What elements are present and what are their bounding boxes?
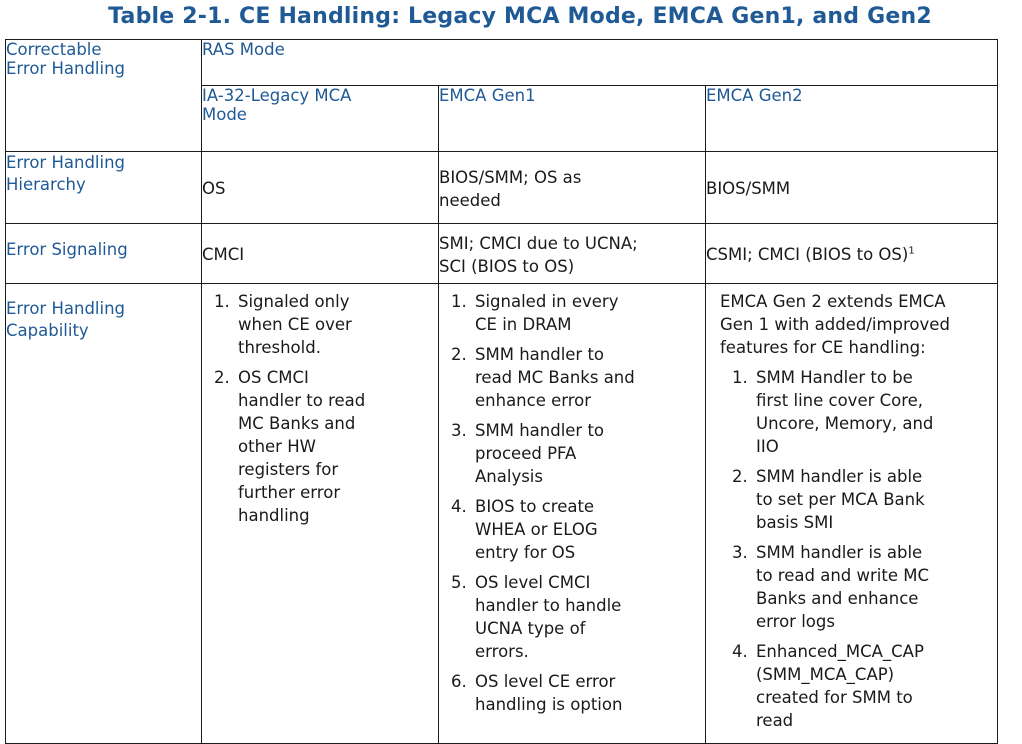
list-item-line: handler to read <box>238 391 366 410</box>
list-item-line: Signaled in every <box>475 292 619 311</box>
list-item-line: enhance error <box>475 391 592 410</box>
capability-gen1-list <box>439 290 705 716</box>
list-item-line: OS level CE error <box>475 672 616 691</box>
list-item-line: error logs <box>756 612 835 631</box>
list-item-line: registers for <box>238 460 339 479</box>
list-item-line: Uncore, Memory, and <box>756 414 934 433</box>
hierarchy-gen2: BIOS/SMM <box>706 152 998 224</box>
capability-gen2-intro <box>720 290 997 359</box>
list-item <box>720 640 997 732</box>
list-item <box>439 670 705 716</box>
signaling-gen2 <box>706 224 998 284</box>
list-item <box>720 366 997 458</box>
hierarchy-gen1-line2: needed <box>439 191 501 210</box>
list-item-line: handler to handle <box>475 596 622 615</box>
header-col-legacy-line2: Mode <box>202 105 247 124</box>
list-item-line: read MC Banks and <box>475 368 635 387</box>
intro-line: EMCA Gen 2 extends EMCA <box>720 292 946 311</box>
list-item-line: (SMM_MCA_CAP) <box>756 665 895 684</box>
list-item-line: threshold. <box>238 338 321 357</box>
signaling-gen1-line1: SMI; CMCI due to UCNA; <box>439 234 638 253</box>
list-item-number: 5. <box>451 573 467 592</box>
header-corner <box>6 40 202 152</box>
list-item-number: 2. <box>732 467 748 486</box>
hierarchy-legacy: OS <box>202 152 439 224</box>
list-item-line: WHEA or ELOG <box>475 520 598 539</box>
row-capability-label <box>6 284 202 744</box>
list-item-line: handling <box>238 506 310 525</box>
list-item-line: created for SMM to <box>756 688 913 707</box>
list-item-line: Banks and enhance <box>756 589 919 608</box>
list-item-line: further error <box>238 483 341 502</box>
list-item-line: read <box>756 711 794 730</box>
list-item-line: to set per MCA Bank <box>756 490 925 509</box>
list-item-line: proceed PFA <box>475 444 577 463</box>
list-item-line: OS CMCI <box>238 368 309 387</box>
list-item-number: 3. <box>732 543 748 562</box>
list-item-line: to read and write MC <box>756 566 929 585</box>
hierarchy-gen1-line1: BIOS/SMM; OS as <box>439 168 582 187</box>
header-col-gen2: EMCA Gen2 <box>706 86 998 152</box>
list-item-line: SMM handler to <box>475 345 605 364</box>
list-item-line: Analysis <box>475 467 543 486</box>
list-item-line: first line cover Core, <box>756 391 924 410</box>
list-item-number: 4. <box>732 642 748 661</box>
list-item-number: 2. <box>451 345 467 364</box>
list-item-number: 1. <box>214 292 230 311</box>
list-item-number: 3. <box>451 421 467 440</box>
list-item-line: SMM handler to <box>475 421 605 440</box>
row-hierarchy <box>6 152 998 224</box>
capability-legacy <box>202 284 439 744</box>
list-item-line: errors. <box>475 642 529 661</box>
list-item-line: SMM handler is able <box>756 467 923 486</box>
header-row-ras <box>6 40 998 86</box>
list-item-line: IIO <box>756 437 779 456</box>
row-hierarchy-label-line2: Hierarchy <box>6 175 86 194</box>
list-item <box>439 419 705 488</box>
row-hierarchy-label-line1: Error Handling <box>6 153 126 172</box>
list-item-number: 2. <box>214 368 230 387</box>
row-signaling-label: Error Signaling <box>6 224 202 284</box>
list-item-line: UCNA type of <box>475 619 586 638</box>
list-item-number: 1. <box>451 292 467 311</box>
header-ras-mode: RAS Mode <box>202 40 998 86</box>
row-capability <box>6 284 998 744</box>
list-item <box>720 541 997 633</box>
list-item-line: other HW <box>238 437 316 456</box>
intro-line: features for CE handling: <box>720 338 926 357</box>
header-col-gen1: EMCA Gen1 <box>439 86 706 152</box>
list-item-number: 1. <box>732 368 748 387</box>
capability-gen2-list <box>720 366 997 732</box>
header-corner-line2: Error Handling <box>6 59 126 78</box>
list-item <box>202 290 438 359</box>
signaling-gen1 <box>439 224 706 284</box>
capability-legacy-list <box>202 290 438 527</box>
capability-gen2 <box>706 284 998 744</box>
signaling-gen2-text: CSMI; CMCI (BIOS to OS) <box>706 245 909 264</box>
list-item <box>439 343 705 412</box>
list-item-line: when CE over <box>238 315 352 334</box>
signaling-gen2-footnote: 1 <box>908 245 915 257</box>
row-capability-label-line1: Error Handling <box>6 299 126 318</box>
hierarchy-gen1 <box>439 152 706 224</box>
signaling-gen1-line2: SCI (BIOS to OS) <box>439 257 575 276</box>
list-item-line: handling is option <box>475 695 623 714</box>
list-item <box>439 290 705 336</box>
table-title: Table 2-1. CE Handling: Legacy MCA Mode, EMCA Gen1, and Gen2 <box>108 4 932 29</box>
intro-line: Gen 1 with added/improved <box>720 315 950 334</box>
header-corner-line1: Correctable <box>6 40 102 59</box>
list-item-line: Signaled only <box>238 292 350 311</box>
list-item <box>720 465 997 534</box>
list-item-line: MC Banks and <box>238 414 356 433</box>
list-item-number: 6. <box>451 672 467 691</box>
header-col-legacy <box>202 86 439 152</box>
list-item <box>202 366 438 527</box>
capability-gen1 <box>439 284 706 744</box>
row-capability-label-line2: Capability <box>6 321 89 340</box>
list-item-line: basis SMI <box>756 513 834 532</box>
row-hierarchy-label <box>6 152 202 224</box>
list-item-line: entry for OS <box>475 543 576 562</box>
list-item-line: Enhanced_MCA_CAP <box>756 642 924 661</box>
list-item-line: OS level CMCI <box>475 573 591 592</box>
signaling-legacy: CMCI <box>202 224 439 284</box>
row-signaling <box>6 224 998 284</box>
list-item-line: SMM Handler to be <box>756 368 913 387</box>
list-item <box>439 571 705 663</box>
list-item-line: BIOS to create <box>475 497 595 516</box>
list-item-line: SMM handler is able <box>756 543 923 562</box>
ce-handling-table <box>5 39 998 744</box>
list-item <box>439 495 705 564</box>
list-item-line: CE in DRAM <box>475 315 572 334</box>
header-col-legacy-line1: IA-32-Legacy MCA <box>202 86 352 105</box>
list-item-number: 4. <box>451 497 467 516</box>
